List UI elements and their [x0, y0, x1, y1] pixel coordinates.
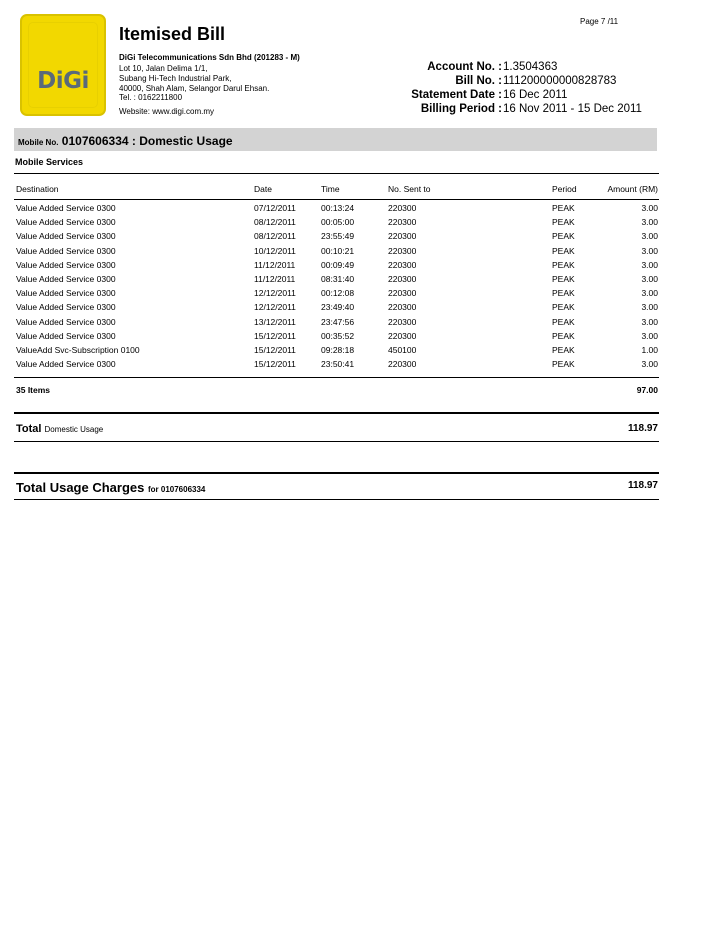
account-no-value: 1.3504363	[503, 61, 558, 73]
cell-date: 07/12/2011	[254, 203, 296, 213]
divider	[14, 499, 659, 500]
cell-no-sent-to: 220300	[388, 274, 417, 284]
billing-period-value: 16 Nov 2011 - 15 Dec 2011	[503, 103, 642, 115]
cell-no-sent-to: 220300	[388, 288, 417, 299]
cell-period: PEAK	[552, 288, 575, 299]
cell-destination: Value Added Service 0300	[16, 330, 116, 341]
cell-amount: 1.00	[641, 345, 658, 355]
cell-destination: Value Added Service 0300	[16, 359, 116, 370]
cell-time: 08:31:40	[321, 274, 355, 284]
cell-time: 00:05:00	[321, 217, 355, 228]
cell-destination: Value Added Service 0300	[16, 203, 116, 213]
total-sub: Domestic Usage	[44, 425, 104, 434]
cell-no-sent-to: 220300	[388, 217, 417, 228]
cell-destination: Value Added Service 0300	[16, 259, 116, 270]
cell-no-sent-to: 220300	[388, 359, 417, 370]
items-count: 35 Items	[16, 385, 51, 395]
cell-no-sent-to: 220300	[388, 259, 417, 270]
cell-period: PEAK	[552, 245, 575, 256]
col-date: Date	[254, 184, 272, 194]
page-title: Itemised Bill	[119, 24, 226, 44]
account-no-label: Account No. :	[427, 61, 502, 73]
total-title: Total	[16, 423, 42, 435]
cell-period: PEAK	[552, 274, 575, 284]
col-period: Period	[552, 184, 577, 194]
col-time: Time	[321, 184, 340, 194]
divider	[14, 173, 659, 174]
cell-date: 08/12/2011	[254, 217, 296, 228]
bill-no-value: 111200000000828783	[503, 75, 617, 87]
cell-amount: 3.00	[641, 330, 658, 341]
cell-no-sent-to: 450100	[388, 345, 417, 355]
usage-amount: 118.97	[627, 480, 658, 491]
cell-time: 00:09:49	[321, 259, 355, 270]
cell-no-sent-to: 220300	[388, 245, 417, 256]
items-amount: 97.00	[636, 385, 658, 395]
mobile-number-heading	[18, 134, 233, 148]
cell-amount: 3.00	[641, 231, 658, 242]
cell-time: 00:35:52	[321, 330, 355, 341]
cell-destination: Value Added Service 0300	[16, 274, 116, 284]
cell-period: PEAK	[552, 231, 575, 242]
phone-line: Tel. : 0162211800	[119, 93, 183, 102]
cell-amount: 3.00	[641, 274, 658, 284]
cell-date: 12/12/2011	[254, 288, 296, 299]
cell-time: 00:10:21	[321, 245, 355, 256]
cell-amount: 3.00	[641, 359, 658, 370]
cell-date: 15/12/2011	[254, 330, 296, 341]
statement-date-label: Statement Date :	[411, 89, 502, 101]
cell-date: 11/12/2011	[254, 259, 296, 270]
account-no-row	[0, 60, 728, 74]
cell-period: PEAK	[552, 217, 575, 228]
cell-destination: Value Added Service 0300	[16, 288, 116, 299]
col-no-sent-to: No. Sent to	[388, 184, 431, 194]
page-number: Page 7 /11	[580, 17, 619, 26]
divider	[14, 441, 659, 442]
cell-time: 23:55:49	[321, 231, 355, 242]
statement-date-row	[0, 88, 728, 102]
cell-amount: 3.00	[641, 203, 658, 213]
total-label	[16, 423, 103, 435]
cell-period: PEAK	[552, 359, 575, 370]
cell-date: 08/12/2011	[254, 231, 296, 242]
cell-amount: 3.00	[641, 302, 658, 313]
company-name: DiGi Telecommunications Sdn Bhd (201283 - M)	[119, 53, 300, 62]
cell-amount: 3.00	[641, 245, 658, 256]
cell-time: 00:12:08	[321, 288, 355, 299]
usage-sub: for 0107606334	[147, 485, 206, 494]
cell-no-sent-to: 220300	[388, 330, 417, 341]
col-destination: Destination	[16, 184, 59, 194]
divider	[14, 377, 659, 378]
cell-period: PEAK	[552, 316, 575, 327]
cell-date: 13/12/2011	[254, 316, 296, 327]
address-line: Lot 10, Jalan Delima 1/1,	[119, 64, 208, 73]
cell-no-sent-to: 220300	[388, 231, 417, 242]
cell-date: 15/12/2011	[254, 345, 296, 355]
cell-date: 15/12/2011	[254, 359, 296, 370]
bill-no-label: Bill No. :	[455, 75, 502, 87]
section-title: Mobile Services	[15, 157, 84, 167]
cell-amount: 3.00	[641, 288, 658, 299]
divider	[14, 472, 659, 474]
cell-time: 23:50:41	[321, 359, 355, 370]
cell-destination: Value Added Service 0300	[16, 316, 116, 327]
cell-date: 11/12/2011	[254, 274, 296, 284]
cell-period: PEAK	[552, 203, 575, 213]
address-line: Subang Hi-Tech Industrial Park,	[119, 74, 232, 83]
cell-time: 23:47:56	[321, 316, 355, 327]
cell-time: 09:28:18	[321, 345, 355, 355]
cell-amount: 3.00	[641, 316, 658, 327]
col-amount: Amount (RM)	[607, 184, 658, 194]
website: Website: www.digi.com.my	[119, 107, 214, 116]
cell-no-sent-to: 220300	[388, 203, 417, 213]
total-amount: 118.97	[627, 423, 658, 434]
cell-period: PEAK	[552, 330, 575, 341]
cell-time: 00:13:24	[321, 203, 355, 213]
logo-text: DiGi	[37, 68, 89, 94]
bill-no-row	[0, 74, 728, 88]
cell-date: 10/12/2011	[254, 245, 296, 256]
cell-destination: Value Added Service 0300	[16, 245, 116, 256]
mobile-value: 0107606334 : Domestic Usage	[61, 134, 233, 148]
cell-date: 12/12/2011	[254, 302, 296, 313]
cell-period: PEAK	[552, 259, 575, 270]
cell-destination: Value Added Service 0300	[16, 231, 116, 242]
cell-time: 23:49:40	[321, 302, 355, 313]
billing-period-label: Billing Period :	[420, 103, 502, 115]
cell-destination: Value Added Service 0300	[16, 217, 116, 228]
cell-destination: Value Added Service 0300	[16, 302, 116, 313]
cell-no-sent-to: 220300	[388, 316, 417, 327]
cell-amount: 3.00	[641, 217, 658, 228]
mobile-label: Mobile No.	[18, 138, 59, 147]
cell-amount: 3.00	[641, 259, 658, 270]
cell-period: PEAK	[552, 345, 575, 355]
cell-destination: ValueAdd Svc-Subscription 0100	[16, 345, 140, 355]
address-line: 40000, Shah Alam, Selangor Darul Ehsan.	[119, 84, 270, 93]
divider	[14, 199, 659, 200]
divider	[14, 412, 659, 414]
billing-period-row	[0, 102, 728, 116]
usage-title: Total Usage Charges	[16, 480, 145, 495]
cell-no-sent-to: 220300	[388, 302, 417, 313]
usage-label	[16, 480, 205, 495]
cell-period: PEAK	[552, 302, 575, 313]
statement-date-value: 16 Dec 2011	[503, 89, 568, 101]
